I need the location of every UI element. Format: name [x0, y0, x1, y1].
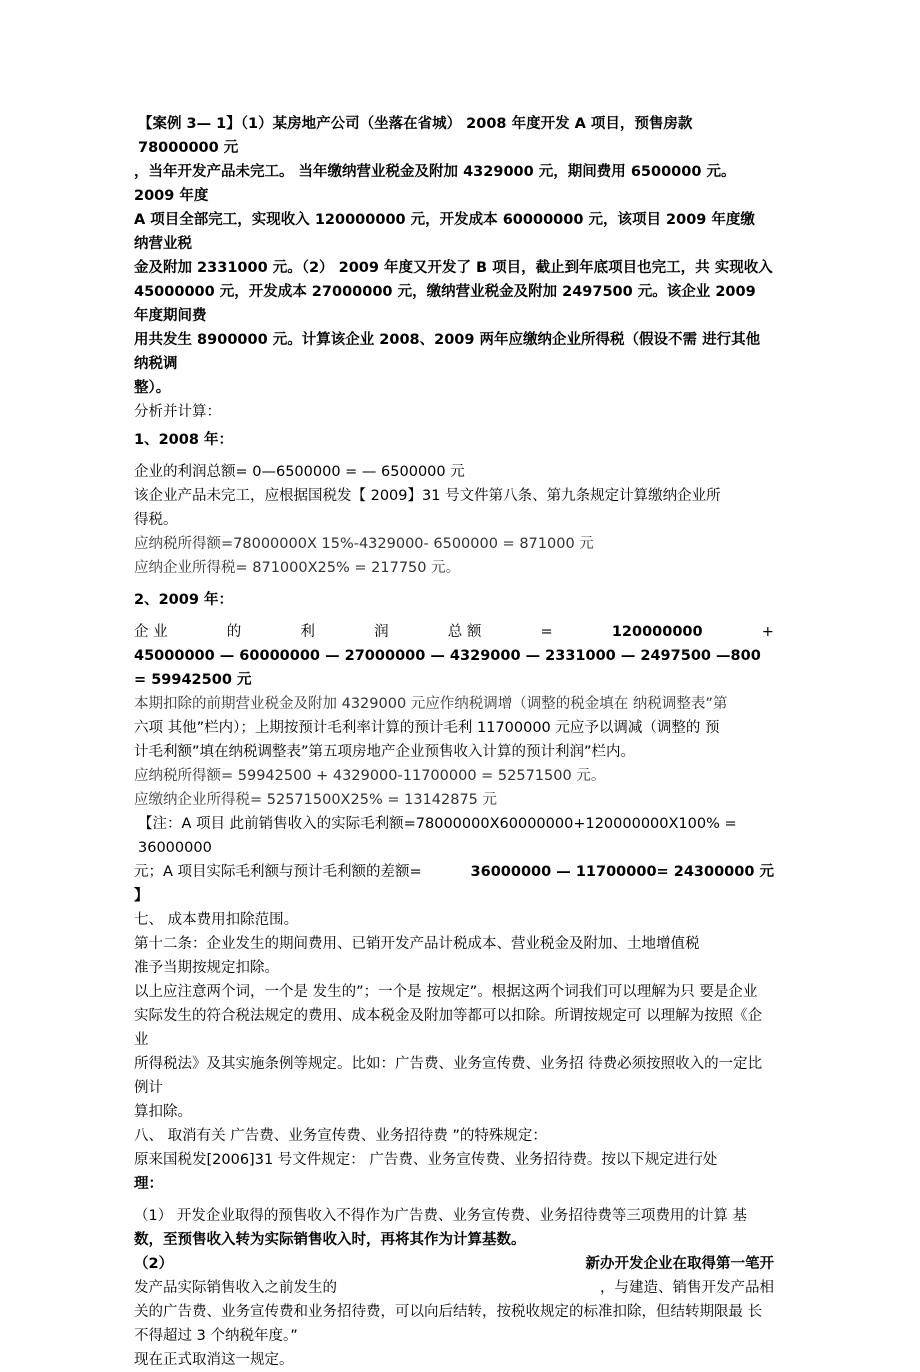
adjustment-line-3: 计毛利额”填在纳税调整表”第五项房地产企业预售收入计算的预计利润”栏内。 [134, 744, 636, 760]
adjustment-line-2: 六项 其他”栏内）；上期按预计毛利率计算的预计毛利 11700000 元应予以调减（调整的 预 [134, 720, 720, 736]
case-line-3: A 项目全部完工，实现收入 120000000 元，开发成本 60000000 元，该项目 2009 年度缴 纳营业税 [134, 212, 755, 252]
note-2008-line-2: 得税。 [134, 512, 178, 528]
remark-block [134, 812, 774, 908]
profit-2008: 企业的利润总额= 0—6500000 = — 6500000 元 [134, 464, 465, 480]
profit-2009-line-1 [134, 620, 774, 644]
document-page [134, 112, 774, 1372]
profit-word: 的 [226, 624, 242, 640]
profit-word: = [540, 624, 553, 640]
item-2-line-4: 不得超过 3 个纳税年度。” [134, 1328, 298, 1344]
profit-word: 120000000 [611, 624, 703, 640]
year-2008-heading: 1、2008 年： [134, 432, 233, 448]
remark-line-1: 【注：A 项目 此前销售收入的实际毛利额=78000000X60000000+120000000X100% = 36000000 [138, 816, 737, 856]
item-1-line-1: （1） 开发企业取得的预售收入不得作为广告费、业务宣传费、业务招待费等三项费用的计算 基 [134, 1208, 747, 1224]
remark-line-2-right: 36000000 — 11700000= 24300000 元 [470, 864, 774, 880]
income-tax-2008: 应纳企业所得税= 871000X25% = 217750 元。 [134, 560, 461, 576]
item-2-line-2-right: ，与建造、销售开发产品相 [600, 1280, 774, 1296]
item-2-line-1-right: 新办开发企业在取得第一笔开 [585, 1256, 774, 1272]
case-line-5: 45000000 元，开发成本 27000000 元，缴纳营业税金及附加 2497500 元。该企业 2009 年度期间费 [134, 284, 756, 324]
explanation-line-4: 算扣除。 [134, 1104, 192, 1120]
case-line-1: 【案例 3— 1】（1）某房地产公司（坐落在省城） 2008 年度开发 A 项目，预售房款 78000000 元 [138, 116, 693, 156]
article-12-line-1: 第十二条：企业发生的期间费用、已销开发产品计税成本、营业税金及附加、土地增值税 [134, 936, 700, 952]
profit-2009-line-2: 45000000 — 60000000 — 27000000 — 4329000 — 2331000 — 2497500 —800 = 59942500 元 [134, 648, 761, 688]
original-rule-line-2: 理： [134, 1176, 163, 1192]
profit-word: 企 业 [134, 624, 168, 640]
item-2-line-3: 关的广告费、业务宣传费和业务招待费，可以向后结转，按税收规定的标准扣除，但结转期限最 长 [134, 1304, 763, 1320]
remark-line-3: 】 [134, 888, 149, 904]
explanation-line-3: 所得税法》及其实施条例等规定。比如：广告费、业务宣传费、业务招 待费必须按照收入的一定比例计 [134, 1056, 763, 1096]
case-line-4: 金及附加 2331000 元。（2） 2009 年度又开发了 B 项目，截止到年底项目也完工，共 实现收入 [134, 260, 773, 276]
case-line-2: ，当年开发产品未完工。 当年缴纳营业税金及附加 4329000 元，期间费用 6500000 元。2009 年度 [134, 164, 736, 204]
item-2-line-2 [134, 1276, 774, 1300]
item-2-line-2-left: 发产品实际销售收入之前发生的 [134, 1280, 337, 1296]
adjustment-line-1: 本期扣除的前期营业税金及附加 4329000 元应作纳税调增（调整的税金填在 纳税调整表”第 [134, 696, 728, 712]
income-tax-2009: 应缴纳企业所得税= 52571500X25% = 13142875 元 [134, 792, 498, 808]
profit-word: + [761, 624, 774, 640]
item-2-number: （2） [134, 1256, 174, 1272]
case-line-6: 用共发生 8900000 元。计算该企业 2008、2009 两年应缴纳企业所得税（假设不需 进行其他纳税调 [134, 332, 761, 372]
case-paragraph [134, 112, 774, 400]
section-8-heading: 八、 取消有关 广告费、业务宣传费、业务招待费 ”的特殊规定： [134, 1128, 547, 1144]
section-7-heading: 七、 成本费用扣除范围。 [134, 912, 299, 928]
analysis-label: 分析并计算： [134, 404, 221, 420]
taxable-income-2008: 应纳税所得额=78000000X 15%-4329000- 6500000 = 871000 元 [134, 536, 594, 552]
taxable-income-2009: 应纳税所得额= 59942500 + 4329000-11700000 = 52571500 元。 [134, 768, 606, 784]
remark-line-2-left: 元；A 项目实际毛利额与预计毛利额的差额= [134, 864, 422, 880]
profit-word: 利 [300, 624, 315, 640]
original-rule-line-1: 原来国税发[2006]31 号文件规定： 广告费、业务宣传费、业务招待费。按以下规定进行处 [134, 1152, 718, 1168]
year-2009-heading: 2、2009 年： [134, 592, 233, 608]
closing-line: 现在正式取消这一规定。 [134, 1352, 294, 1368]
case-line-7: 整）。 [134, 380, 171, 396]
item-2-line-1 [134, 1252, 774, 1276]
article-12-line-2: 准予当期按规定扣除。 [134, 960, 279, 976]
profit-word: 润 [374, 624, 389, 640]
item-1-line-2: 数，至预售收入转为实际销售收入时，再将其作为计算基数。 [134, 1232, 526, 1248]
remark-line-2 [134, 860, 774, 884]
explanation-line-1: 以上应注意两个词，一个是 发生的”；一个是 按规定”。根据这两个词我们可以理解为只 要是企业 [134, 984, 758, 1000]
explanation-line-2: 实际发生的符合税法规定的费用、成本税金及附加等都可以扣除。所谓按规定可 以理解为按照《企业 [134, 1008, 763, 1048]
note-2008-line-1: 该企业产品未完工，应根据国税发【 2009】31 号文件第八条、第九条规定计算缴纳企业所 [134, 488, 721, 504]
profit-word: 总 额 [447, 624, 482, 640]
